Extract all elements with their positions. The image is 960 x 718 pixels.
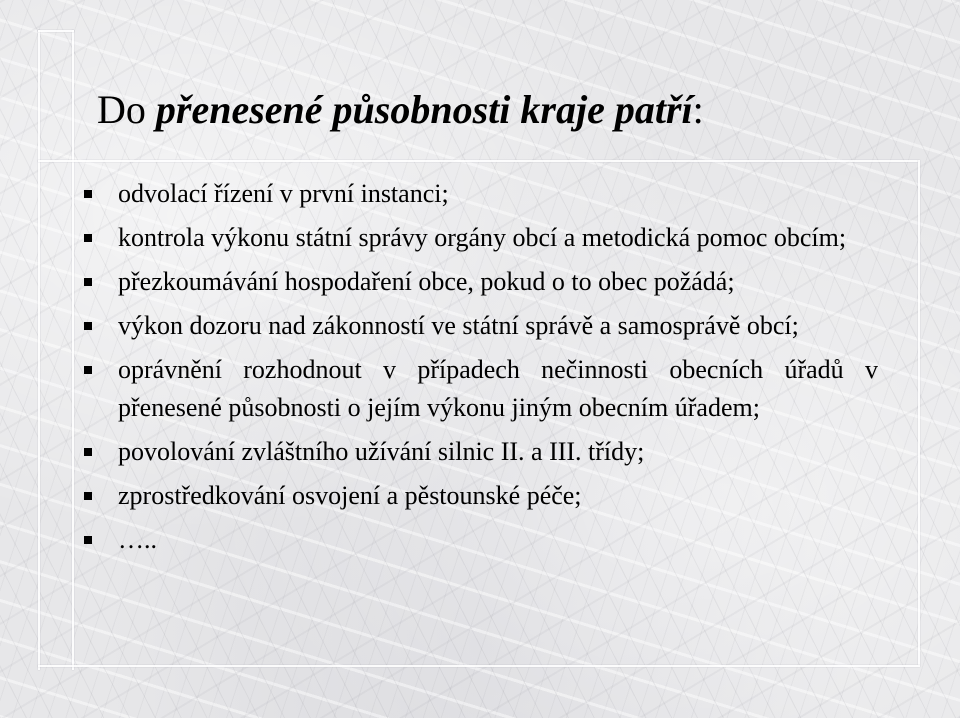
square-bullet-icon xyxy=(84,322,92,330)
square-bullet-icon xyxy=(84,190,92,198)
list-item-text: ….. xyxy=(118,525,157,554)
list-item xyxy=(78,175,878,213)
square-bullet-icon xyxy=(84,234,92,242)
slide-title-prefix: Do xyxy=(97,87,156,132)
list-item-text: povolování zvláštního užívání silnic II. a III. třídy; xyxy=(118,437,645,466)
list-item xyxy=(78,477,878,515)
list-item-text: kontrola výkonu státní správy orgány obcí a metodická pomoc obcím; xyxy=(118,223,847,252)
slide-title xyxy=(97,86,704,133)
list-item-text: odvolací řízení v první instanci; xyxy=(118,179,449,208)
square-bullet-icon xyxy=(84,448,92,456)
frame-left-line xyxy=(38,30,40,670)
square-bullet-icon xyxy=(84,278,92,286)
list-item-text: oprávnění rozhodnout v případech nečinnosti obecních úřadů v přenesené působnosti o jejím výkonu jiným obecním úřadem; xyxy=(118,355,878,422)
bullet-list xyxy=(78,175,878,565)
square-bullet-icon xyxy=(84,492,92,500)
list-item xyxy=(78,351,878,427)
square-bullet-icon xyxy=(84,536,92,544)
slide-title-emphasis: přenesené působnosti kraje patří xyxy=(155,87,693,132)
frame-left-inner-line xyxy=(72,30,74,670)
list-item xyxy=(78,263,878,301)
frame-right-line xyxy=(918,160,920,665)
square-bullet-icon xyxy=(84,366,92,374)
list-item xyxy=(78,521,878,559)
list-item xyxy=(78,307,878,345)
list-item-text: výkon dozoru nad zákonností ve státní správě a samosprávě obcí; xyxy=(118,311,799,340)
list-item xyxy=(78,433,878,471)
list-item xyxy=(78,219,878,257)
list-item-text: přezkoumávání hospodaření obce, pokud o to obec požádá; xyxy=(118,267,735,296)
list-item-text: zprostředkování osvojení a pěstounské péče; xyxy=(118,481,582,510)
slide-title-suffix: : xyxy=(692,87,704,132)
frame-bottom-line xyxy=(38,665,920,667)
frame-top-line xyxy=(38,30,74,32)
frame-horizontal-line xyxy=(38,160,918,162)
